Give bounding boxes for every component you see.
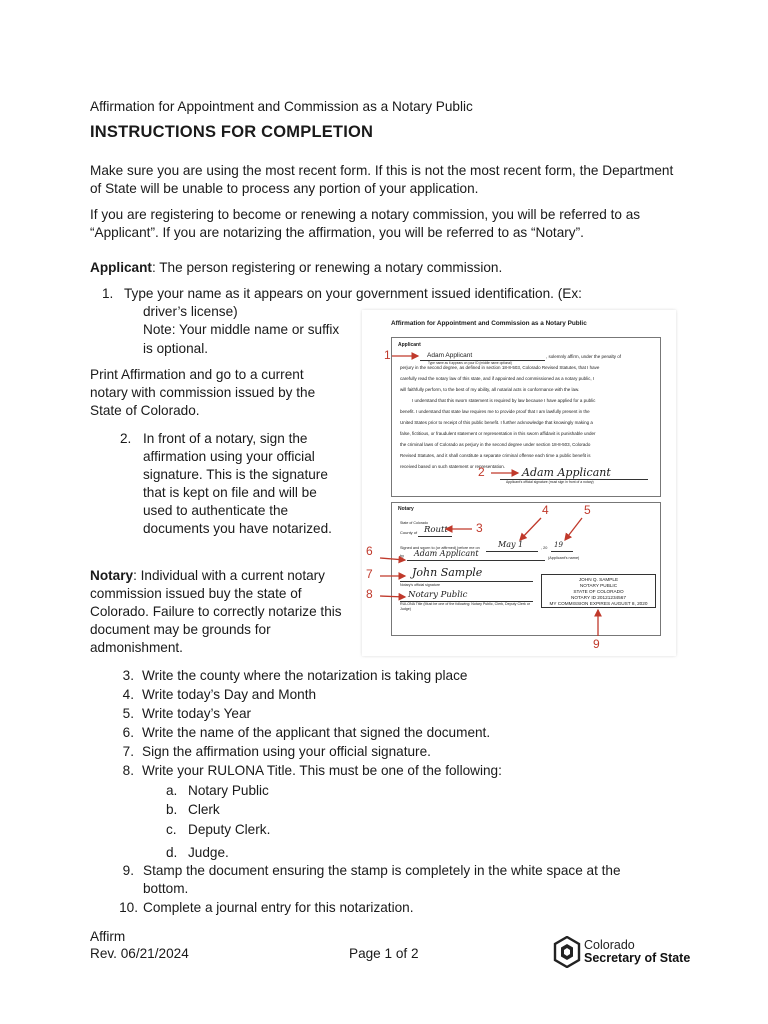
step-text: Write today’s Day and Month — [142, 687, 317, 702]
callout-number-2: 2 — [478, 465, 485, 479]
sample-rulona-caption: RULONA Title (Must be one of the following: Notary Public, Clerk, Deputy Clerk or Judge) — [400, 602, 531, 612]
step-1-number: 1. — [102, 286, 114, 301]
sample-applicant-heading: Applicant — [398, 342, 421, 348]
sample-notary-sig-caption: Notary's official signature — [400, 583, 440, 587]
step-1-line-4: is optional. — [143, 341, 208, 356]
step-number: 8. — [122, 763, 134, 778]
sample-county-value: Routt — [424, 525, 448, 535]
notary-label: Notary — [90, 568, 134, 583]
sample-understand-line-2: benefit. I understand that state law requires me to provide proof that I am lawfully present in the — [400, 409, 590, 414]
instructions-heading: INSTRUCTIONS FOR COMPLETION — [90, 123, 374, 141]
step-text: Write your RULONA Title. This must be one of the following: — [142, 763, 502, 778]
sample-affirm-line-2: perjury in the second degree, as defined in section 18-8-503, Colorado Revised Statutes, that I have — [400, 365, 600, 370]
sample-understand-line-5: the criminal laws of Colorado as perjury in the second degree under section 18-8-503, Colorado — [400, 442, 591, 447]
step-2-number: 2. — [120, 431, 132, 446]
sample-affirm-line-4: will faithfully perform, to the best of my ability, all notarial acts in conformance with the law. — [400, 387, 580, 392]
step-number: 3. — [122, 668, 134, 683]
sample-signed-label: Signed and sworn to (or affirmed) before me on — [400, 546, 480, 550]
document-title: Affirmation for Appointment and Commission as a Notary Public — [90, 99, 473, 114]
steps-list — [120, 667, 680, 781]
sample-rulona-value: Notary Public — [408, 590, 468, 600]
step-9-line-2: bottom. — [143, 881, 189, 896]
step-text: Write the county where the notarization is taking place — [142, 668, 468, 683]
logo-secretary-text: Secretary of State — [584, 951, 691, 965]
callout-number-7: 7 — [366, 567, 373, 581]
sample-date-value: May 1 — [498, 540, 524, 549]
step-text: Write today’s Year — [142, 706, 252, 721]
sample-notary-heading: Notary — [398, 506, 414, 512]
applicant-definition-text: : The person registering or renewing a notary commission. — [151, 260, 503, 275]
step-text: Sign the affirmation using your official signature. — [142, 744, 431, 759]
sample-state-label: State of Colorado — [400, 521, 428, 525]
sample-by-label: by — [400, 554, 405, 558]
sample-year-value: 19 — [554, 541, 563, 549]
step-9-line-1: Stamp the document ensuring the stamp is completely in the white space at the — [143, 863, 621, 878]
step-number: 5. — [122, 706, 134, 721]
callout-number-6: 6 — [366, 544, 373, 558]
stamp-line: STATE OF COLORADO — [573, 588, 624, 594]
callout-arrow-5 — [565, 518, 582, 540]
callout-number-3: 3 — [476, 521, 483, 535]
intro-paragraph-2: If you are registering to become or renewing a notary commission, you will be referred to as “Applicant”. If you are notarizing the affirmation, you will be referred to as “Notary”. — [90, 207, 641, 240]
logo-colorado-text: Colorado — [584, 938, 635, 952]
sample-notary-signature: John Sample — [412, 566, 483, 579]
callout-number-9: 9 — [593, 637, 600, 651]
sub-item-a-text: Notary Public — [188, 783, 269, 798]
sample-affirm-line-3: carefully read the notary law of this state, and if appointed and commissioned as a notary public, I — [400, 376, 595, 381]
list-item — [120, 686, 680, 705]
list-item — [120, 743, 680, 762]
notary-definition — [90, 567, 348, 657]
sample-form-title: Affirmation for Appointment and Commission as a Notary Public — [391, 320, 587, 327]
sample-signature-caption: Applicant's official signature (must sign in front of a notary) — [506, 480, 594, 484]
step-number: 7. — [122, 744, 134, 759]
colorado-logo-icon — [553, 936, 581, 968]
list-item — [120, 762, 680, 781]
step-1-line-1: Type your name as it appears on your government issued identification. (Ex: — [124, 286, 582, 301]
sample-understand-line-6: Revised Statutes, and it shall constitute a separate criminal offense each time a public benefit is — [400, 453, 591, 458]
list-item — [120, 724, 680, 743]
sub-item-b-letter: b. — [166, 802, 178, 817]
sample-understand-line-3: United States prior to receipt of this public benefit. I further acknowledge that knowingly making a — [400, 420, 593, 425]
step-text: Write the name of the applicant that signed the document. — [142, 725, 491, 740]
page-number: Page 1 of 2 — [349, 946, 419, 961]
sample-understand-line-7: received based on such statement or representation. — [400, 464, 506, 469]
sample-name-caption: Type name as it appears on your ID (middle name optional) — [428, 361, 512, 365]
callout-arrow-6 — [380, 558, 405, 560]
stamp-line: MY COMMISSION EXPIRES AUGUST 8, 2020 — [549, 600, 648, 606]
list-item — [120, 705, 680, 724]
step-9-number: 9. — [122, 863, 134, 878]
sample-by-value: Adam Applicant — [414, 549, 479, 558]
callout-number-4: 4 — [542, 503, 549, 517]
sample-county-label: County of — [400, 530, 418, 535]
sub-item-c-text: Deputy Clerk. — [188, 822, 271, 837]
step-1-line-3: Note: Your middle name or suffix — [143, 322, 340, 337]
sample-affirm-line-1: , solemnly affirm, under the penalty of — [546, 354, 621, 359]
sample-year-prefix: , 20 — [541, 546, 548, 550]
callout-number-1: 1 — [384, 348, 391, 362]
stamp-line: NOTARY ID 20121234567 — [571, 594, 626, 600]
step-1-line-2: driver’s license) — [143, 304, 238, 319]
sample-applicant-name: Adam Applicant — [427, 352, 473, 359]
callout-arrow-8 — [380, 596, 405, 597]
revision-date: Rev. 06/21/2024 — [90, 946, 189, 961]
sub-item-d-text: Judge. — [188, 845, 229, 860]
sub-item-a-letter: a. — [166, 783, 178, 798]
notary-definition-text: : Individual with a current notary commission issued buy the state of Colorado. Failure to correctly notarize this document may be grounds for admonishment. — [90, 568, 342, 655]
step-10-number: 10. — [119, 900, 138, 915]
sub-item-d-letter: d. — [166, 845, 178, 860]
step-number: 6. — [122, 725, 134, 740]
applicant-definition — [90, 259, 680, 277]
callout-number-5: 5 — [584, 503, 591, 517]
callout-number-8: 8 — [366, 587, 373, 601]
sample-applicant-signature: Adam Applicant — [522, 466, 611, 479]
form-code: Affirm — [90, 929, 126, 944]
list-item — [120, 667, 680, 686]
sample-understand-line-4: false, fictitious, or fraudulent statement or representation in this sworn affidavit is punishable under — [400, 431, 596, 436]
callout-arrow-4 — [520, 518, 541, 540]
sub-item-b-text: Clerk — [188, 802, 220, 817]
step-2-text: In front of a notary, sign the affirmation using your official signature. This is the signature that is kept on file and will be used to authenticate the documents you have notarized. — [143, 431, 332, 536]
intro-paragraph-1: Make sure you are using the most recent form. If this is not the most recent form, the Department of State will be unable to process any portion of your application. — [90, 163, 674, 196]
sample-understand-line-1: I understand that this sworn statement is required by law because I have applied for a public — [412, 398, 596, 403]
sample-applicants-name-caption: (Applicant's name) — [548, 556, 580, 560]
applicant-label: Applicant — [90, 260, 152, 275]
print-affirmation-paragraph: Print Affirmation and go to a current notary with commission issued by the State of Colorado. — [90, 367, 316, 418]
stamp-line: JOHN Q. SAMPLE — [578, 577, 619, 582]
callout-arrows — [362, 310, 676, 656]
sub-item-c-letter: c. — [166, 822, 177, 837]
step-number: 4. — [122, 687, 134, 702]
stamp-line: NOTARY PUBLIC — [579, 582, 618, 588]
step-10-text: Complete a journal entry for this notarization. — [143, 900, 414, 915]
